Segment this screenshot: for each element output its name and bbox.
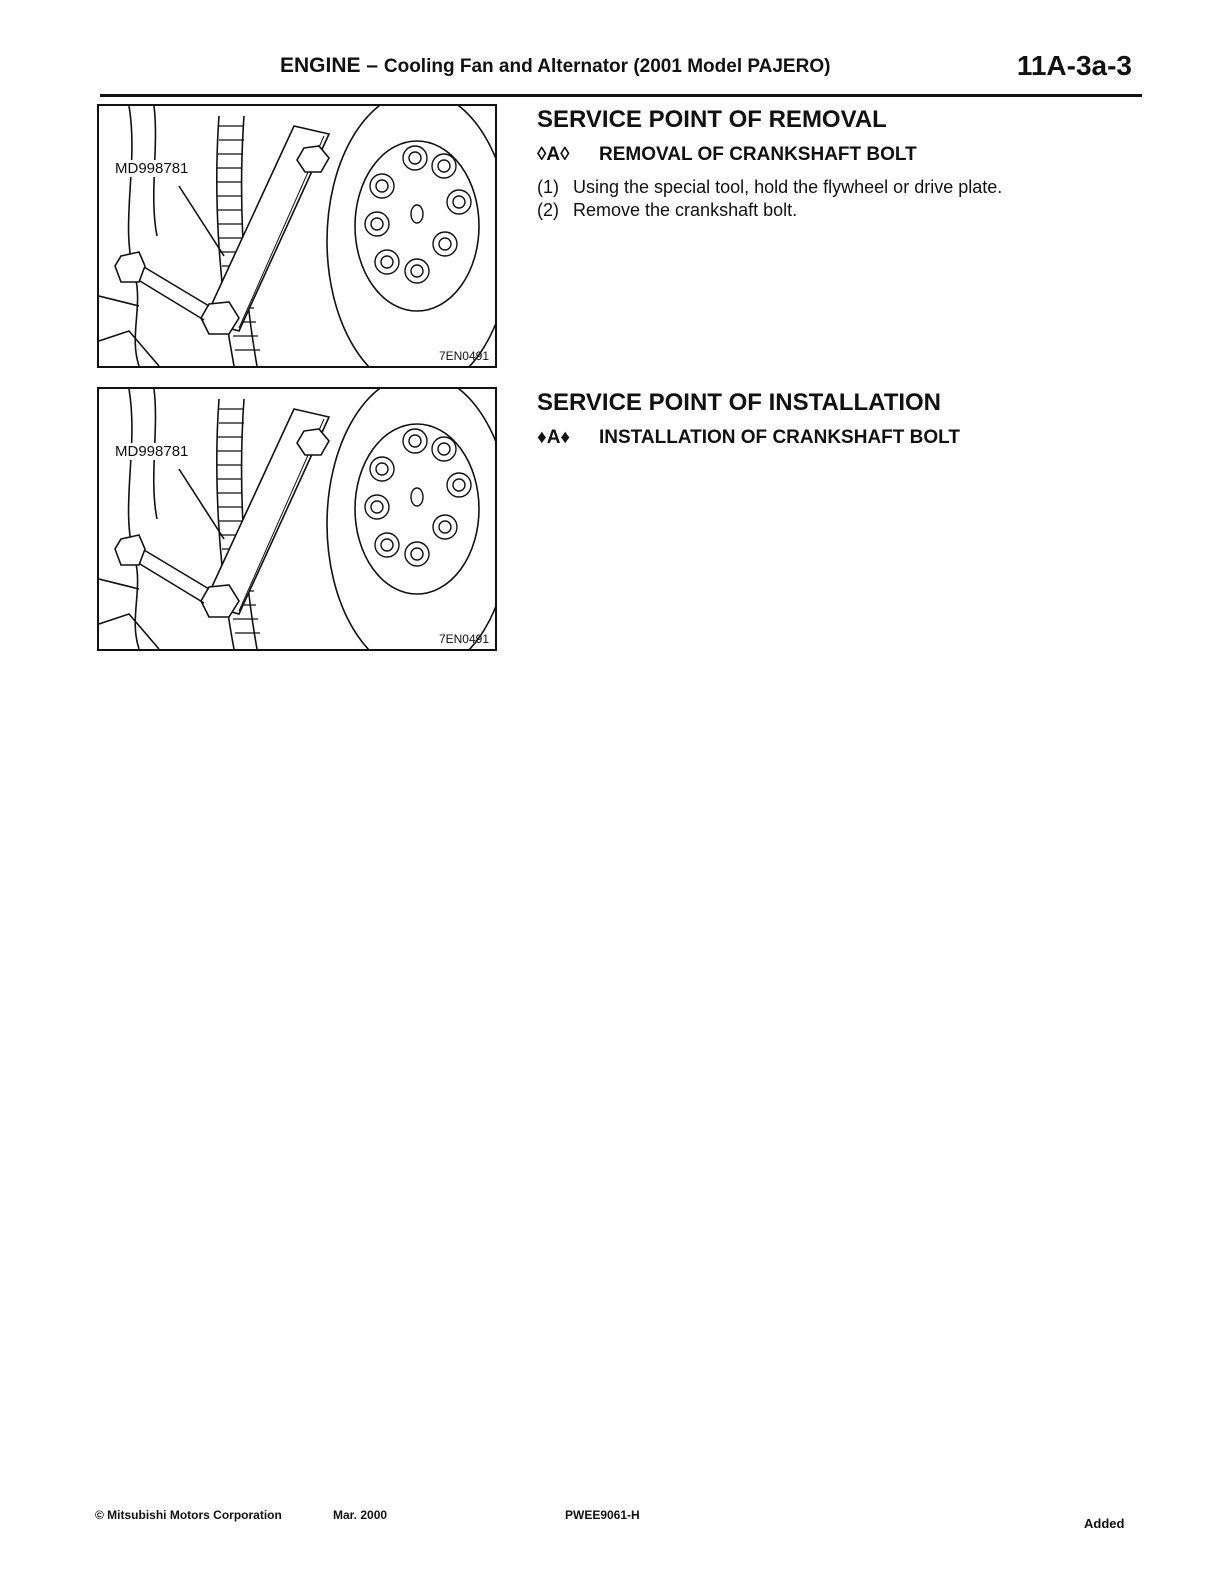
removal-subheading bbox=[537, 144, 917, 166]
installation-subheading bbox=[537, 427, 960, 449]
figure-code: 7EN0491 bbox=[438, 632, 489, 646]
footer-status: Added bbox=[1084, 1516, 1125, 1531]
figure-tool-label: MD998781 bbox=[115, 443, 189, 460]
figure-installation bbox=[97, 387, 497, 651]
removal-heading: REMOVAL OF CRANKSHAFT BOLT bbox=[599, 144, 917, 165]
figure-removal bbox=[97, 104, 497, 368]
removal-steps bbox=[537, 176, 1002, 222]
removal-marker: ◊A◊ bbox=[537, 144, 570, 165]
flywheel-holder-illustration bbox=[99, 389, 495, 649]
header-title bbox=[280, 54, 830, 78]
flywheel-holder-illustration bbox=[99, 106, 495, 366]
list-item bbox=[537, 176, 1002, 199]
figure-code: 7EN0491 bbox=[438, 349, 489, 363]
header-title-main: ENGINE bbox=[280, 54, 361, 77]
installation-heading: INSTALLATION OF CRANKSHAFT BOLT bbox=[599, 427, 960, 448]
header-title-subject: Cooling Fan and Alternator (2001 Model PAJERO) bbox=[383, 56, 831, 77]
figure-tool-label: MD998781 bbox=[115, 160, 189, 177]
footer-doc-code: PWEE9061-H bbox=[565, 1508, 640, 1522]
step-number: (1) bbox=[537, 177, 559, 197]
list-item bbox=[537, 199, 1002, 222]
step-text: Remove the crankshaft bolt. bbox=[573, 200, 798, 220]
removal-section-title: SERVICE POINT OF REMOVAL bbox=[537, 106, 887, 133]
page-number: 11A-3a-3 bbox=[1016, 50, 1132, 81]
installation-section-title: SERVICE POINT OF INSTALLATION bbox=[537, 389, 942, 416]
installation-marker: ♦A♦ bbox=[537, 427, 571, 448]
step-text: Using the special tool, hold the flywheel or drive plate. bbox=[573, 177, 1003, 197]
footer-date: Mar. 2000 bbox=[333, 1508, 388, 1522]
page-header bbox=[100, 50, 1142, 97]
header-title-separator: – bbox=[360, 54, 384, 77]
step-number: (2) bbox=[537, 200, 559, 220]
footer-copyright: © Mitsubishi Motors Corporation bbox=[95, 1508, 282, 1522]
